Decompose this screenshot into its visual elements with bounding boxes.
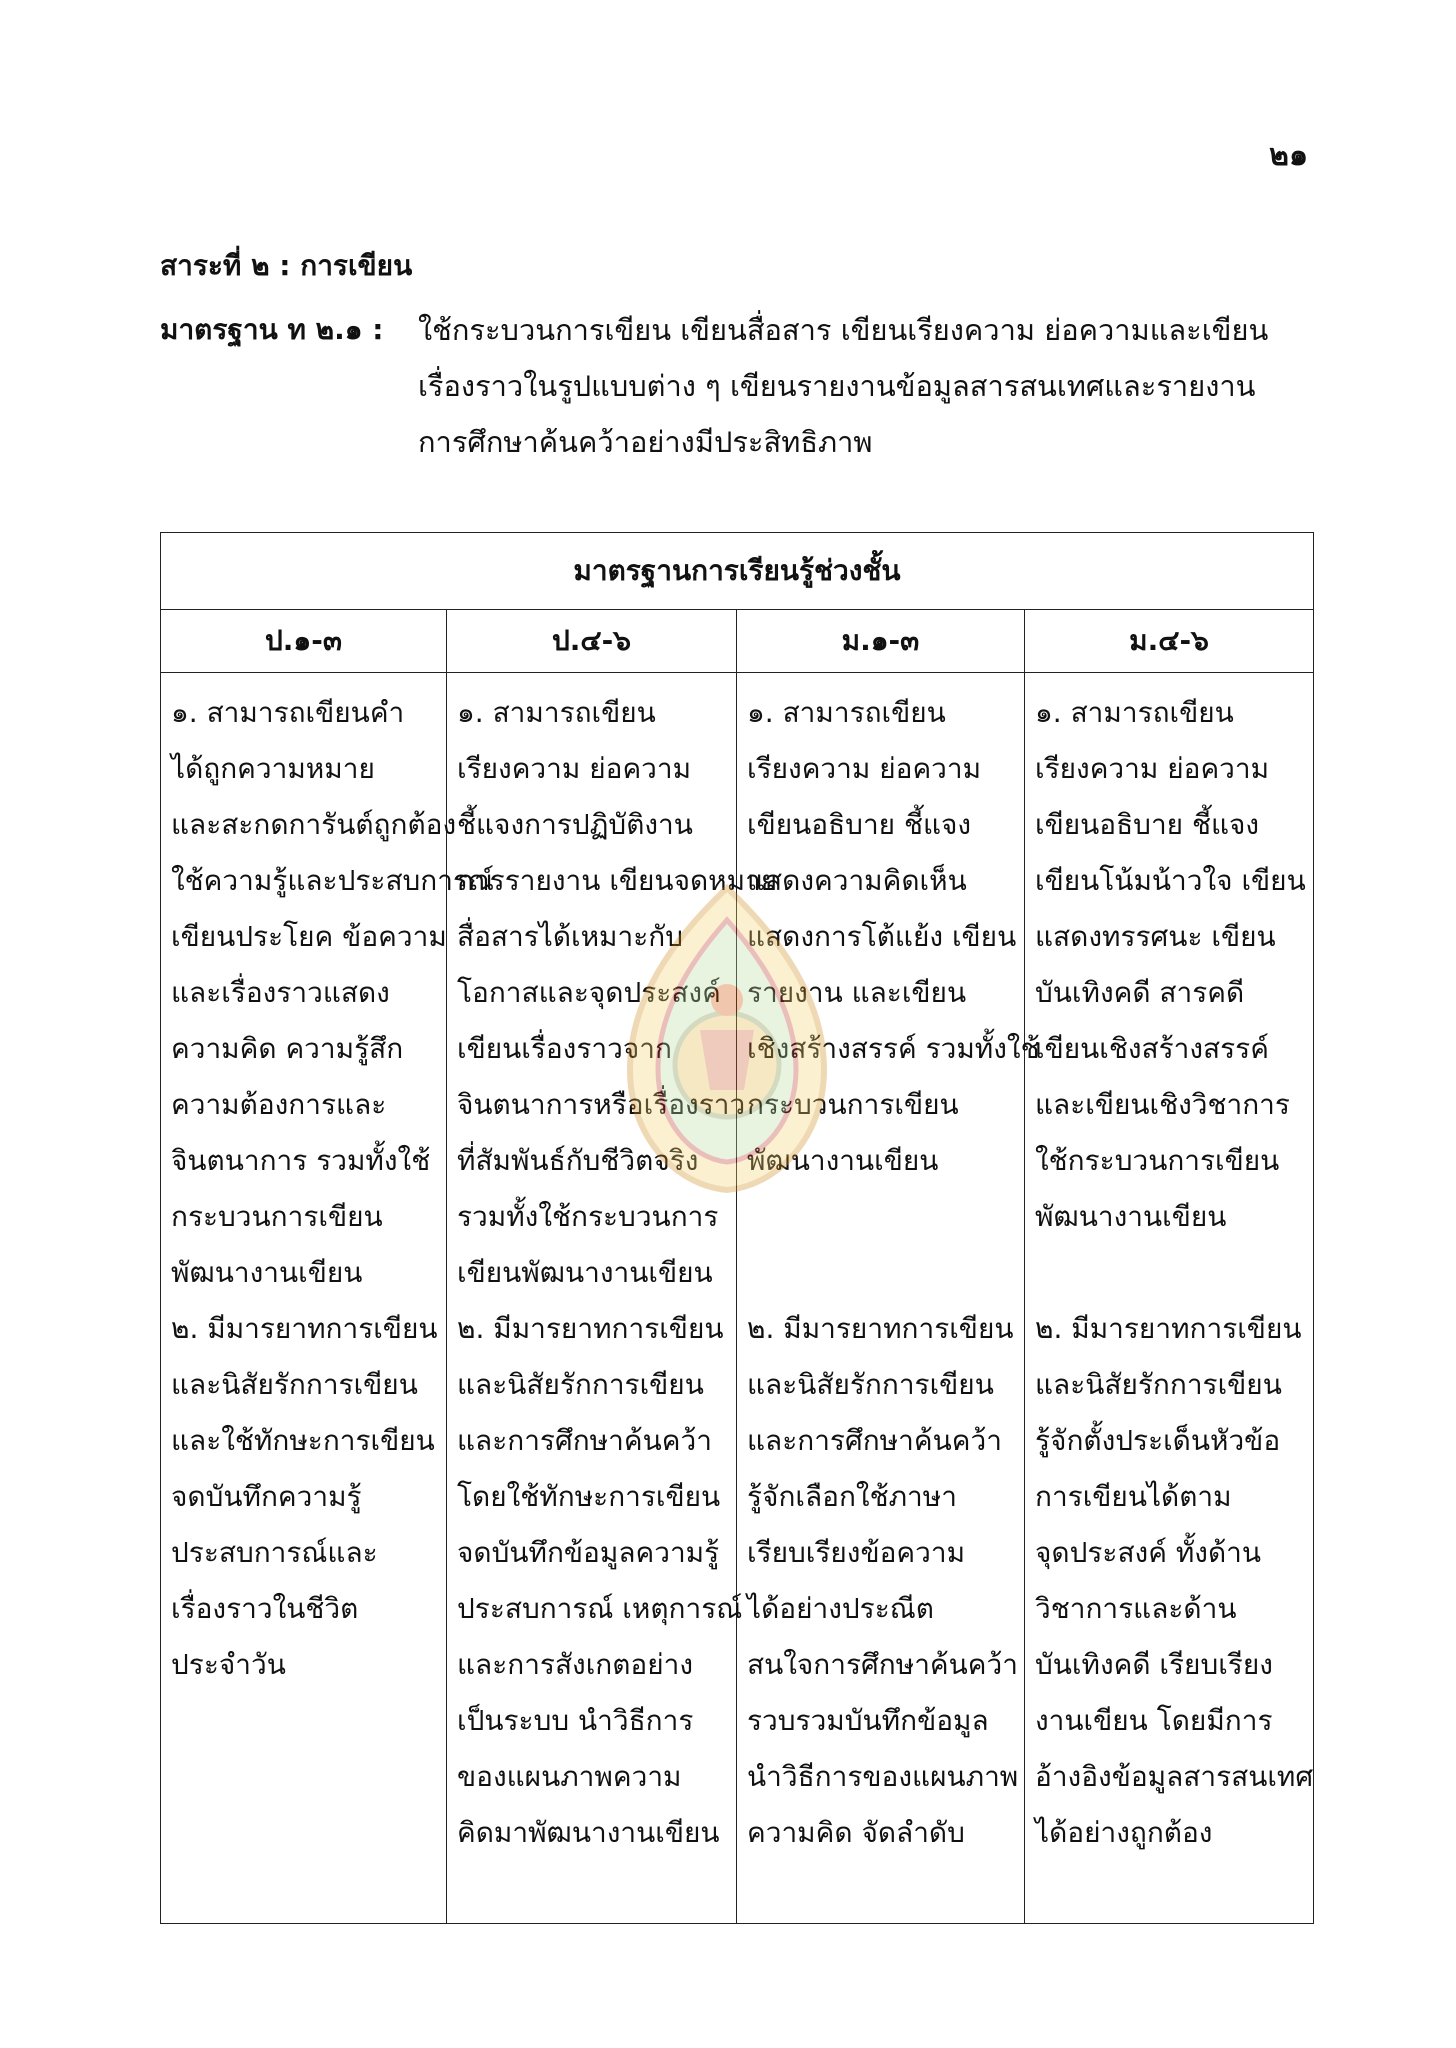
cell-line: ๒. มีมารยาทการเขียน <box>1035 1312 1302 1345</box>
cell-line: เรียงความ ย่อความ <box>1035 752 1270 785</box>
cell-line: ๒. มีมารยาทการเขียน <box>747 1312 1014 1345</box>
standard-label: มาตรฐาน ท ๒.๑ : <box>160 313 384 346</box>
column-header: ม.๔-๖ <box>1129 624 1209 657</box>
cell-line: โอกาสและจุดประสงค์ <box>457 976 721 1009</box>
cell-line: การเขียนได้ตาม <box>1035 1480 1232 1513</box>
cell-line: ๒. มีมารยาทการเขียน <box>171 1312 438 1345</box>
standard-text <box>418 302 1320 470</box>
cell-line: ประจำวัน <box>171 1648 286 1681</box>
column-header: ม.๑-๓ <box>737 610 1025 672</box>
standard-item-2 <box>747 1301 1019 1861</box>
cell-line: จดบันทึกข้อมูลความรู้ <box>457 1536 720 1569</box>
cell-line: บันเทิงคดี สารคดี <box>1035 976 1245 1009</box>
cell-line: รู้จักตั้งประเด็นหัวข้อ <box>1035 1424 1281 1457</box>
cell-line: และเขียนเชิงวิชาการ <box>1035 1088 1290 1121</box>
standard-item-1 <box>457 685 778 1301</box>
cell-line: เขียนโน้มน้าวใจ เขียน <box>1035 864 1306 897</box>
cell-line: เป็นระบบ นำวิธีการ <box>457 1704 694 1737</box>
column-header: ป.๔-๖ <box>447 610 737 672</box>
cell-line: เรื่องราวในชีวิต <box>171 1592 359 1625</box>
cell-line: และสะกดการันต์ถูกต้อง <box>171 808 457 841</box>
cell-line: คิดมาพัฒนางานเขียน <box>457 1816 720 1849</box>
cell-line: จดบันทึกความรู้ <box>171 1480 362 1513</box>
cell-line: ๒. มีมารยาทการเขียน <box>457 1312 724 1345</box>
cell-line: เรียงความ ย่อความ <box>747 752 982 785</box>
cell-line: ๑. สามารถเขียน <box>457 696 656 729</box>
cell-line: การรายงาน เขียนจดหมาย <box>457 864 778 897</box>
cell-line: วิชาการและด้าน <box>1035 1592 1237 1625</box>
cell-line: ที่สัมพันธ์กับชีวิตจริง <box>457 1144 699 1177</box>
standard-item-2 <box>171 1301 436 1693</box>
cell-line: ชี้แจงการปฏิบัติงาน <box>457 808 693 841</box>
standard-item-1 <box>747 685 1040 1301</box>
cell-line: รวบรวมบันทึกข้อมูล <box>747 1704 989 1737</box>
cell-line: ได้อย่างถูกต้อง <box>1035 1816 1213 1849</box>
cell-line: ๑. สามารถเขียน <box>747 696 946 729</box>
cell-line: เขียนเชิงสร้างสรรค์ <box>1035 1032 1269 1065</box>
section-title: สาระที่ ๒ : การเขียน <box>160 249 413 282</box>
cell-line: สื่อสารได้เหมาะกับ <box>457 920 683 953</box>
standard-item-2 <box>1035 1301 1313 1861</box>
table-header-row <box>161 610 1313 673</box>
cell-line: จินตนาการหรือเรื่องราว <box>457 1088 746 1121</box>
cell-line: ใช้ความรู้และประสบการณ์ <box>171 864 494 897</box>
cell-line: กระบวนการเขียน <box>747 1088 959 1121</box>
cell-line: ได้ถูกความหมาย <box>171 752 375 785</box>
cell-line: ประสบการณ์ เหตุการณ์ <box>457 1592 743 1625</box>
table-body-row <box>161 673 1313 1923</box>
cell-line: และการศึกษาค้นคว้า <box>747 1424 1002 1457</box>
cell-line: จินตนาการ รวมทั้งใช้ <box>171 1144 431 1177</box>
cell-line: เขียนอธิบาย ชี้แจง <box>1035 808 1260 841</box>
cell-line: เขียนเรื่องราวจาก <box>457 1032 672 1065</box>
learning-standards-table <box>160 532 1314 1924</box>
cell-line: ใช้กระบวนการเขียน <box>1035 1144 1280 1177</box>
cell-line: บันเทิงคดี เรียบเรียง <box>1035 1648 1273 1681</box>
cell-line: ได้อย่างประณีต <box>747 1592 934 1625</box>
column-header: ป.๑-๓ <box>161 610 447 672</box>
table-cell <box>161 673 494 1923</box>
table-cell <box>737 673 1040 1923</box>
cell-line: รายงาน และเขียน <box>747 976 967 1009</box>
cell-line: เชิงสร้างสรรค์ รวมทั้งใช้ <box>747 1032 1040 1065</box>
cell-line: เขียนประโยค ข้อความ <box>171 920 447 953</box>
cell-line: เขียนพัฒนางานเขียน <box>457 1256 713 1289</box>
standard-item-1 <box>171 685 494 1301</box>
cell-line: และใช้ทักษะการเขียน <box>171 1424 435 1457</box>
cell-line: และเรื่องราวแสดง <box>171 976 390 1009</box>
cell-line: และนิสัยรักการเขียน <box>1035 1368 1282 1401</box>
table-title: มาตรฐานการเรียนรู้ช่วงชั้น <box>161 533 1313 610</box>
cell-line <box>747 1189 1014 1245</box>
cell-line: จุดประสงค์ ทั้งด้าน <box>1035 1536 1262 1569</box>
cell-line: แสดงทรรศนะ เขียน <box>1035 920 1276 953</box>
cell-line: และการสังเกตอย่าง <box>457 1648 694 1681</box>
cell-line: โดยใช้ทักษะการเขียน <box>457 1480 721 1513</box>
standard-item-1 <box>1035 685 1313 1301</box>
standard-line: การศึกษาค้นคว้าอย่างมีประสิทธิภาพ <box>418 425 873 459</box>
cell-line: ของแผนภาพความ <box>457 1760 682 1793</box>
cell-line: เขียนอธิบาย ชี้แจง <box>747 808 972 841</box>
standard-line: ใช้กระบวนการเขียน เขียนสื่อสาร เขียนเรียงความ ย่อความและเขียน <box>418 313 1269 347</box>
cell-line: และนิสัยรักการเขียน <box>747 1368 994 1401</box>
cell-line <box>1035 1245 1313 1301</box>
standard-block <box>160 302 1320 470</box>
cell-line: เรียงความ ย่อความ <box>457 752 692 785</box>
cell-line: นำวิธีการของแผนภาพ <box>747 1760 1019 1793</box>
cell-line: รู้จักเลือกใช้ภาษา <box>747 1480 957 1513</box>
cell-line: อ้างอิงข้อมูลสารสนเทศ <box>1035 1760 1314 1793</box>
cell-line: ความต้องการและ <box>171 1088 387 1121</box>
cell-line: ๑. สามารถเขียน <box>1035 696 1234 729</box>
cell-line: ๑. สามารถเขียนคำ <box>171 696 405 729</box>
table-cell <box>447 673 778 1923</box>
cell-line: แสดงความคิดเห็น <box>747 864 967 897</box>
cell-line: สนใจการศึกษาค้นคว้า <box>747 1648 1018 1681</box>
cell-line: ประสบการณ์และ <box>171 1536 378 1569</box>
cell-line: และนิสัยรักการเขียน <box>457 1368 704 1401</box>
cell-line: พัฒนางานเขียน <box>171 1256 363 1289</box>
cell-line: เรียบเรียงข้อความ <box>747 1536 966 1569</box>
cell-line: แสดงการโต้แย้ง เขียน <box>747 920 1017 953</box>
cell-line: พัฒนางานเขียน <box>747 1144 939 1177</box>
table-cell <box>1025 673 1323 1923</box>
cell-line: และการศึกษาค้นคว้า <box>457 1424 712 1457</box>
standard-line: เรื่องราวในรูปแบบต่าง ๆ เขียนรายงานข้อมูลสารสนเทศและรายงาน <box>418 369 1256 403</box>
cell-line: และนิสัยรักการเขียน <box>171 1368 418 1401</box>
cell-line: พัฒนางานเขียน <box>1035 1200 1227 1233</box>
page-number: ๒๑ <box>1269 138 1308 173</box>
cell-line: งานเขียน โดยมีการ <box>1035 1704 1273 1737</box>
cell-line: รวมทั้งใช้กระบวนการ <box>457 1200 719 1233</box>
cell-line: ความคิด จัดลำดับ <box>747 1816 965 1849</box>
cell-line: ความคิด ความรู้สึก <box>171 1032 404 1065</box>
standard-item-2 <box>457 1301 743 1861</box>
cell-line <box>747 1245 1014 1301</box>
cell-line: กระบวนการเขียน <box>171 1200 383 1233</box>
